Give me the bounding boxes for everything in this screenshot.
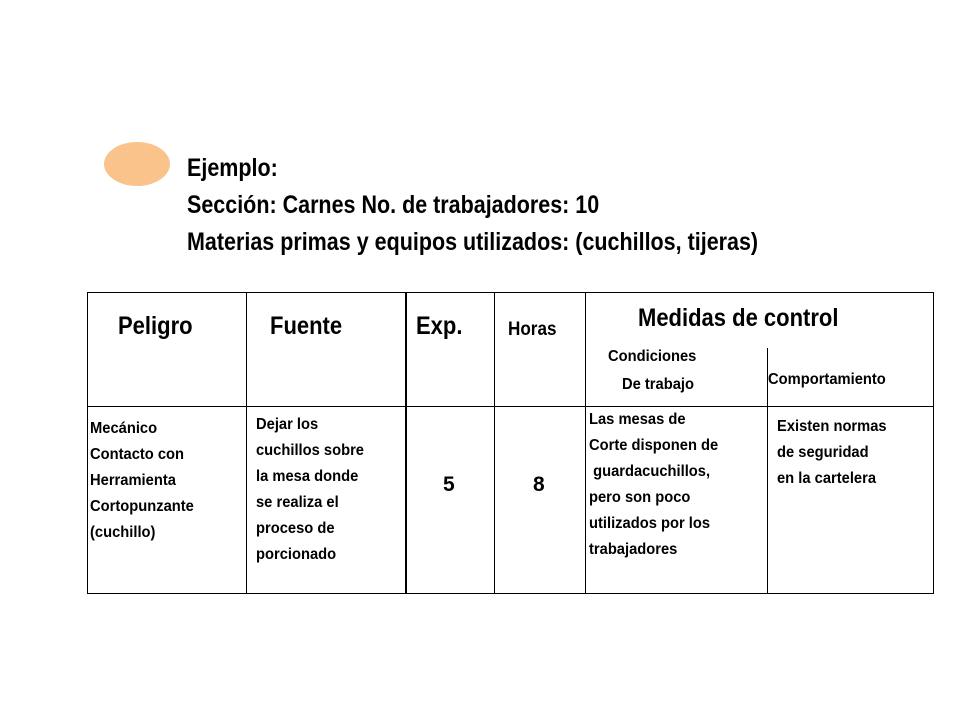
cell-line: Contacto con — [90, 446, 185, 463]
cell-line: trabajadores — [589, 541, 678, 558]
cell-comportamiento — [777, 414, 887, 492]
heading-line-materials: Materias primas y equipos utilizados: (cuchillos, tijeras) — [187, 228, 759, 256]
cell-line: Herramienta — [90, 472, 176, 489]
cell-line: Corte disponen de — [589, 437, 719, 454]
cell-line: de seguridad — [777, 444, 869, 461]
cell-condiciones — [589, 407, 718, 563]
header-comportamiento: Comportamiento — [768, 371, 886, 388]
cell-fuente — [256, 412, 364, 568]
slide-heading — [187, 150, 758, 261]
cell-line: Existen normas — [777, 418, 887, 435]
cell-line: Mecánico — [90, 420, 158, 437]
header-exp: Exp. — [416, 312, 463, 340]
table-divider — [405, 292, 407, 594]
bullet-ellipse — [104, 142, 170, 186]
cell-line: Dejar los — [256, 416, 319, 433]
table-border-top — [87, 292, 934, 293]
cell-horas: 8 — [533, 473, 545, 496]
header-fuente: Fuente — [270, 312, 343, 340]
header-medidas-de-control: Medidas de control — [638, 304, 839, 332]
cell-line: se realiza el — [256, 494, 339, 511]
cell-exp: 5 — [443, 473, 455, 496]
header-condiciones: Condiciones — [608, 348, 697, 365]
header-peligro: Peligro — [118, 312, 193, 340]
table-divider — [246, 292, 247, 594]
table-header-separator — [87, 406, 934, 407]
table-border-bottom — [87, 593, 934, 594]
header-de-trabajo: De trabajo — [622, 376, 694, 393]
cell-line: cuchillos sobre — [256, 442, 364, 459]
cell-line: la mesa donde — [256, 468, 359, 485]
heading-line-example: Ejemplo: — [187, 154, 278, 182]
cell-line: guardacuchillos, — [589, 463, 711, 480]
cell-line: proceso de — [256, 520, 335, 537]
risk-table — [87, 292, 934, 594]
cell-peligro — [90, 416, 194, 546]
cell-line: utilizados por los — [589, 515, 711, 532]
cell-line: Cortopunzante — [90, 498, 194, 515]
cell-line: en la cartelera — [777, 470, 877, 487]
cell-line: (cuchillo) — [90, 524, 156, 541]
table-border-left — [87, 292, 88, 594]
table-border-right — [933, 292, 934, 594]
cell-line: Las mesas de — [589, 411, 686, 428]
heading-line-section: Sección: Carnes No. de trabajadores: 10 — [187, 191, 600, 219]
cell-line: pero son poco — [589, 489, 691, 506]
cell-line: porcionado — [256, 546, 337, 563]
table-divider — [585, 292, 586, 594]
table-divider — [494, 292, 495, 594]
header-horas: Horas — [508, 319, 557, 340]
